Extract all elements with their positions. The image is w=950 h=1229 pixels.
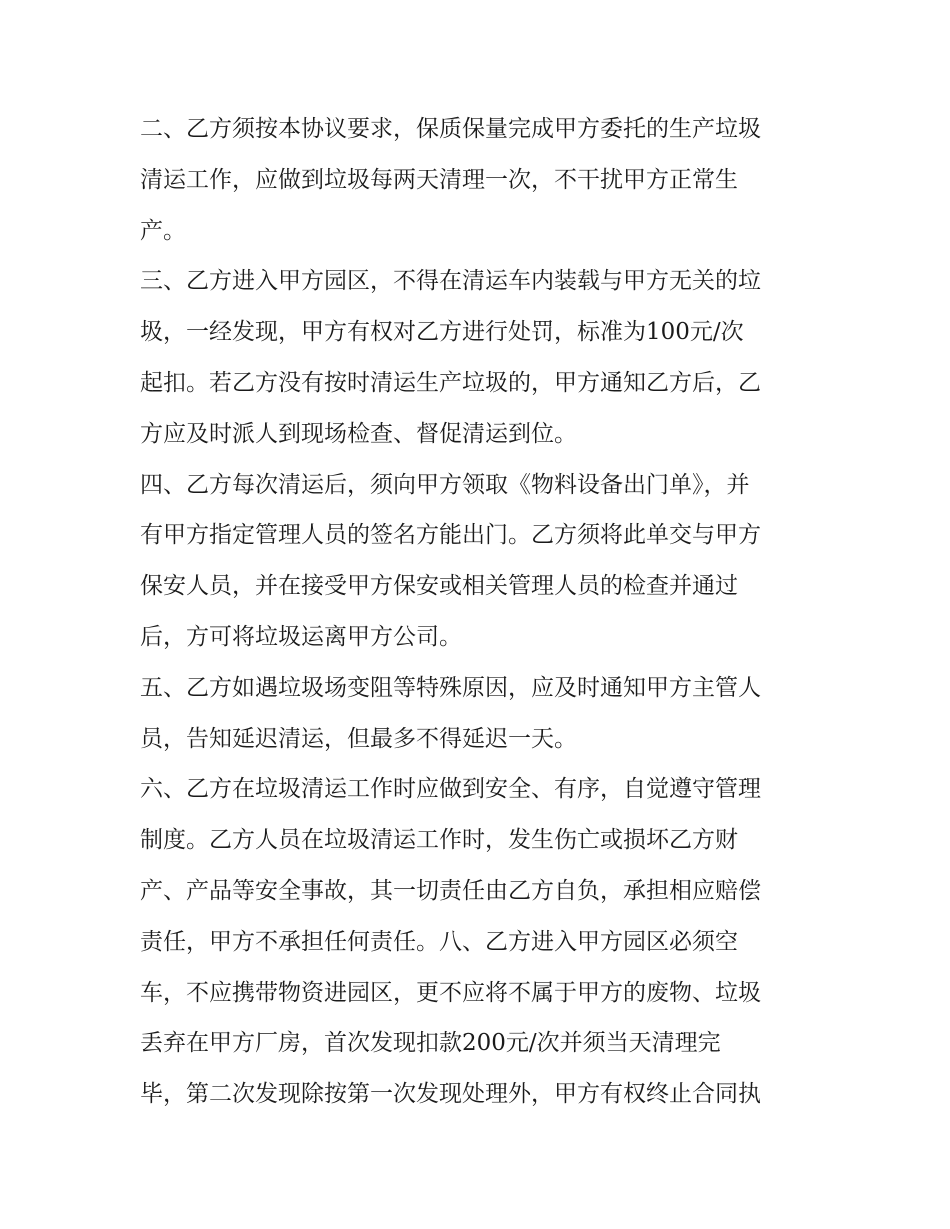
text-line: 有甲方指定管理人员的签名方能出门。乙方须将此单交与甲方 xyxy=(140,522,761,549)
text-line: 圾，一经发现，甲方有权对乙方进行处罚，标准为100元/次 xyxy=(140,319,744,346)
text-line: 保安人员，并在接受甲方保安或相关管理人员的检查并通过 xyxy=(140,573,738,600)
text-line: 产、产品等安全事故，其一切责任由乙方自负，承担相应赔偿 xyxy=(140,877,761,904)
text-line: 员，告知延迟清运，但最多不得延迟一天。 xyxy=(140,725,577,752)
text-line: 六、乙方在垃圾清运工作时应做到安全、有序，自觉遵守管理 xyxy=(140,776,761,803)
text-line: 起扣。若乙方没有按时清运生产垃圾的，甲方通知乙方后，乙 xyxy=(140,369,761,396)
text-line: 方应及时派人到现场检查、督促清运到位。 xyxy=(140,420,577,447)
text-line: 三、乙方进入甲方园区，不得在清运车内装载与甲方无关的垃 xyxy=(140,268,761,295)
text-line: 责任，甲方不承担任何责任。八、乙方进入甲方园区必须空 xyxy=(140,928,738,955)
text-line: 五、乙方如遇垃圾场变阻等特殊原因，应及时通知甲方主管人 xyxy=(140,674,761,701)
text-line: 毕，第二次发现除按第一次发现处理外，甲方有权终止合同执 xyxy=(140,1081,761,1108)
text-line: 后，方可将垃圾运离甲方公司。 xyxy=(140,623,462,650)
text-line: 二、乙方须按本协议要求，保质保量完成甲方委托的生产垃圾 xyxy=(140,116,761,142)
text-line: 丢弃在甲方厂房，首次发现扣款200元/次并须当天清理完 xyxy=(140,1030,721,1057)
text-line: 产。 xyxy=(140,217,186,244)
document-body xyxy=(140,104,820,1120)
text-line: 四、乙方每次清运后，须向甲方领取《物料设备出门单》，并 xyxy=(140,471,750,498)
text-line: 清运工作，应做到垃圾每两天清理一次，不干扰甲方正常生 xyxy=(140,166,738,193)
text-line: 车，不应携带物资进园区，更不应将不属于甲方的废物、垃圾 xyxy=(140,979,761,1006)
text-line: 制度。乙方人员在垃圾清运工作时，发生伤亡或损坏乙方财 xyxy=(140,827,738,854)
